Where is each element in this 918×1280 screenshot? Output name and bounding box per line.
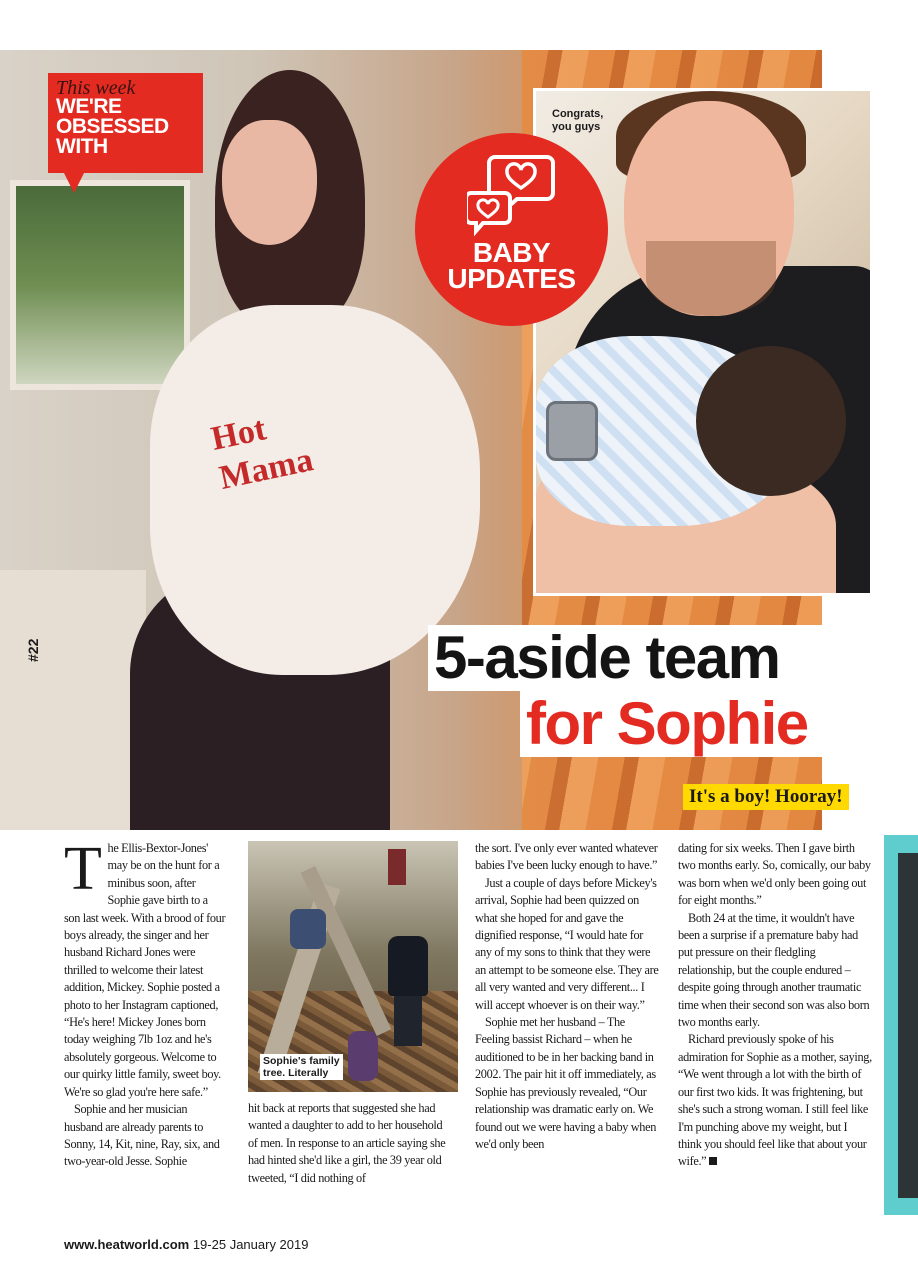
inset-caption-line-2: you guys: [552, 121, 601, 133]
footer-issue-dates: 19-25 January 2019: [192, 1237, 309, 1252]
article-column-1: [64, 835, 226, 1171]
article-paragraph: Sophie met her husband – The Feeling bassist Richard – when he auditioned to be in her backing band in 2002. The pair hit it off immediately, as Sophie has previously revealed, “Our relationship was dramatic early on. We found out we were having a baby when we'd only been: [475, 1015, 657, 1151]
child-standing-legs: [394, 996, 422, 1046]
richard-beard: [646, 241, 776, 316]
section-title-line-2: UPDATES: [447, 263, 576, 294]
window-background: [10, 180, 190, 390]
page-number: #22: [25, 638, 41, 662]
article-paragraph: Just a couple of days before Mickey's arrival, Sophie had been quizzed on what she hoped for and gave the dignified response, “I would hate for any of my sons to think that they were an attempt to be someone else. They are all very wanted and very different... I will accept whoever is on their way.”: [475, 875, 659, 1012]
inset-caption-line-1: Congrats,: [552, 108, 604, 120]
article-paragraph: [64, 835, 226, 1101]
end-of-article-mark: [709, 1157, 717, 1165]
tree-caption-line-2: tree. Literally: [263, 1067, 329, 1079]
article-column-3: [475, 840, 660, 1153]
tree-caption: [260, 1054, 343, 1080]
headline-line-1: 5-aside team: [428, 625, 868, 691]
baby-updates-badge: [415, 133, 608, 326]
sophie-face: [222, 120, 317, 245]
badge-this-week: This week: [56, 77, 136, 99]
badge-line-1: WE'RE: [56, 95, 122, 118]
drop-cap: T: [64, 835, 102, 903]
teaser-photo: [898, 853, 918, 1198]
headline: [428, 625, 868, 757]
strapline: It's a boy! Hooray!: [683, 784, 849, 810]
child-on-branch: [290, 909, 326, 949]
tshirt-print: Hot Mama: [207, 410, 317, 497]
sophie-tshirt: [150, 305, 480, 675]
section-title-line-1: BABY: [472, 237, 551, 268]
tree-caption-line-1: Sophie's family: [263, 1055, 340, 1067]
child-in-tree-top: [388, 849, 406, 885]
page-footer: [64, 1237, 308, 1252]
child-small-purple: [348, 1031, 378, 1081]
article-paragraph: dating for six weeks. Then I gave birth two months early. So, comically, our baby was born when we'd only been going out for eight months.”: [678, 841, 871, 908]
next-page-teaser-strip: [884, 835, 918, 1215]
inset-caption: [552, 108, 603, 134]
footer-website: www.heatworld.com: [64, 1237, 190, 1252]
badge-line-3: WITH: [56, 135, 108, 158]
headline-line-2: for Sophie: [520, 691, 868, 757]
wristwatch: [546, 401, 598, 461]
heart-speech-bubbles-icon: [467, 153, 557, 237]
paragraph-text: Richard previously spoke of his admiration for Sophie as a mother, saying, “We went through a lot with the birth of our first two kids. It was frightening, but she's such a strong woman. I still feel like I'm punching above my weight, but I think you should feel like that about your wife.”: [678, 1032, 872, 1169]
family-tree-photo: [248, 841, 458, 1092]
paragraph-text: he Ellis-Bextor-Jones' may be on the hunt for a minibus soon, after Sophie gave birth to a son last week. With a brood of four boys already, the singer and her husband Richard Jones were thrilled to welcome their latest addition, Mickey. Sophie posted a photo to her Instagram captioned, “He's here! Mickey Jones born today weighing 7lb 1oz and he's absolutely gorgeous. Welcome to our quirky little family, sweet boy. We're so glad you're here safe.”: [64, 841, 226, 1099]
article-paragraph: hit back at reports that suggested she had wanted a daughter to add to her household of men. In response to an article saying she had hinted she'd like a girl, the 39 year old tweeted, “I did nothing of: [248, 1101, 446, 1185]
article-paragraph-last: [678, 1031, 873, 1170]
article-paragraph: Sophie and her musician husband are already parents to Sonny, 14, Kit, nine, Ray, six, and two-year-old Jesse. Sophie: [64, 1102, 220, 1169]
article-column-2: [248, 1100, 454, 1187]
child-standing-jacket: [388, 936, 428, 996]
badge-line-2: OBSESSED: [56, 115, 169, 138]
obsessed-badge: [48, 73, 203, 173]
baby-head: [696, 346, 846, 496]
article-paragraph: Both 24 at the time, it wouldn't have been a surprise if a premature baby had put pressure on their fledgling relationship, but the couple endured – despite going through another traumatic time when their second son was also born two months early.: [678, 910, 870, 1030]
inset-photo-richard-and-baby: [533, 88, 873, 596]
door-background: [0, 570, 150, 830]
article-column-4: [678, 840, 873, 1171]
article-paragraph: the sort. I've only ever wanted whatever babies I've been lucky enough to have.”: [475, 841, 658, 873]
